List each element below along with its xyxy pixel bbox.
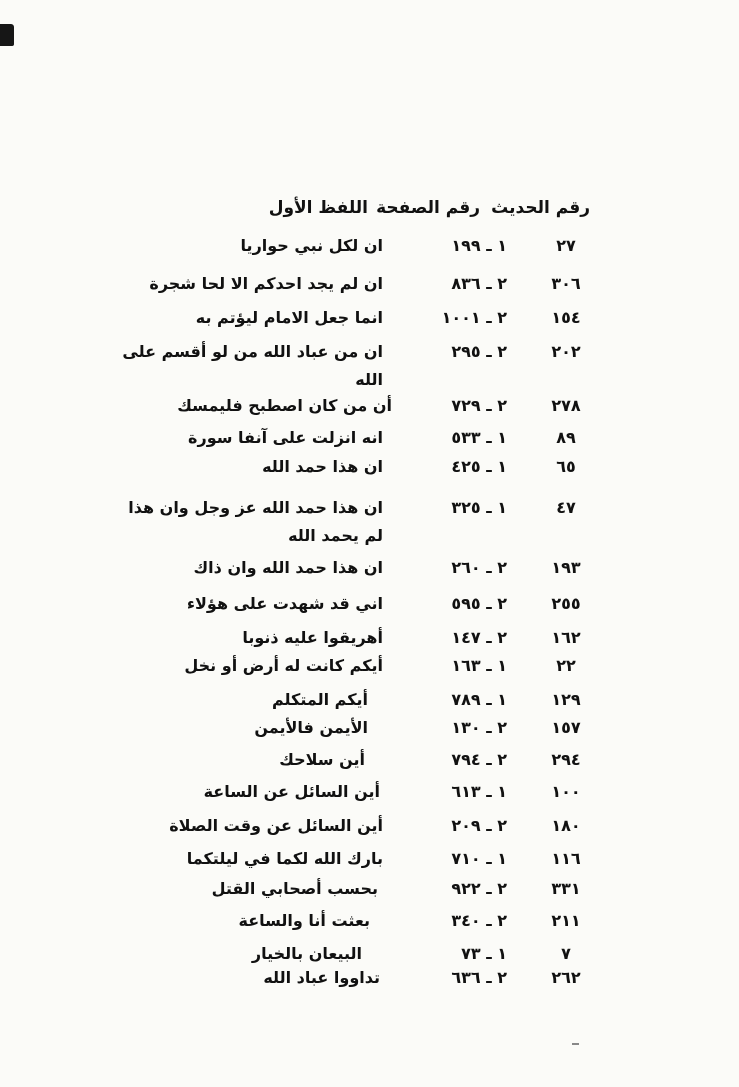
- hadith-number: ١٥٤: [551, 308, 581, 327]
- page-reference: ١ ـ ١٩٩: [451, 236, 507, 255]
- hadith-number: ٢٧٨: [551, 396, 581, 415]
- table-row: [0, 557, 739, 581]
- table-row: [0, 395, 739, 419]
- scan-mark: [0, 24, 14, 46]
- table-row: [0, 307, 739, 331]
- first-words: تداووا عباد الله: [263, 968, 380, 987]
- first-words: أين السائل عن وقت الصلاة: [169, 816, 383, 835]
- hadith-number: ١١٦: [551, 849, 581, 868]
- hadith-number: ٢٩٤: [551, 750, 581, 769]
- header-page-number: رقم الصفحة: [376, 198, 480, 218]
- first-words: أيكم كانت له أرض أو نخل: [184, 656, 383, 675]
- table-row: [0, 456, 739, 480]
- table-row: [0, 848, 739, 872]
- first-words: انه انزلت على آنفا سورة: [188, 428, 383, 447]
- hadith-number: ٣٣١: [551, 879, 581, 898]
- first-words: أين السائل عن الساعة: [203, 782, 380, 801]
- hadith-number: ٤٧: [556, 498, 576, 517]
- page-reference: ٢ ـ ٢٦٠: [451, 558, 507, 577]
- first-words: ان لم يجد احدكم الا لحا شجرة: [149, 274, 383, 293]
- page-reference: ٢ ـ ١٣٠: [451, 718, 507, 737]
- page-reference: ٢ ـ ١٠٠١: [441, 308, 507, 327]
- table-row: [0, 593, 739, 617]
- header-first-words: اللفظ الأول: [268, 198, 368, 218]
- page-reference: ١ ـ ٣٢٥: [451, 498, 507, 517]
- first-words: الأيمن فالأيمن: [254, 718, 368, 737]
- hadith-number: ٢٢: [556, 656, 576, 675]
- first-words: أيكم المتكلم: [271, 690, 368, 709]
- page-reference: ٢ ـ ٧٩٤: [451, 750, 507, 769]
- first-words: ان هذا حمد الله عز وجل وان هذا: [128, 498, 383, 517]
- table-row: [0, 781, 739, 805]
- hadith-number: ٢٧: [556, 236, 576, 255]
- page-reference: ١ ـ ٧١٠: [451, 849, 507, 868]
- table-row: [0, 749, 739, 773]
- hadith-number: ١٩٣: [551, 558, 581, 577]
- table-row: [0, 341, 739, 389]
- hadith-number: ١٥٧: [551, 718, 581, 737]
- page-reference: ١ ـ ٤٢٥: [451, 457, 507, 476]
- hadith-number: ٣٠٦: [551, 274, 581, 293]
- page-reference: ٢ ـ ٥٩٥: [451, 594, 507, 613]
- table-row: [0, 655, 739, 679]
- first-words: ان هذا حمد الله: [262, 457, 383, 476]
- page-reference: ٢ ـ ٢٩٥: [451, 342, 507, 361]
- hadith-number: ٨٩: [556, 428, 576, 447]
- page-reference: ٢ ـ ٨٣٦: [451, 274, 507, 293]
- table-row: [0, 967, 739, 991]
- page-reference: ١ ـ ٧٣: [461, 944, 507, 963]
- table-row: [0, 910, 739, 934]
- page-reference: ٢ ـ ٦٣٦: [451, 968, 507, 987]
- page-reference: ٢ ـ ٣٤٠: [451, 911, 507, 930]
- hadith-number: ٢٦٢: [551, 968, 581, 987]
- page-reference: ٢ ـ ٢٠٩: [451, 816, 507, 835]
- hadith-number: ١٠٠: [551, 782, 581, 801]
- table-row: [0, 717, 739, 741]
- hadith-number: ١٦٢: [551, 628, 581, 647]
- page-reference: ٢ ـ ١٤٧: [451, 628, 507, 647]
- page-reference: ١ ـ ٧٨٩: [451, 690, 507, 709]
- hadith-number: ٢٥٥: [551, 594, 581, 613]
- table-row: [0, 627, 739, 651]
- table-row: [0, 497, 739, 545]
- first-words: ان لكل نبي حواريا: [240, 236, 383, 255]
- page-reference: ٢ ـ ٧٢٩: [451, 396, 507, 415]
- table-row: [0, 878, 739, 902]
- table-row: [0, 815, 739, 839]
- hadith-number: ١٢٩: [551, 690, 581, 709]
- hadith-number: ٧: [561, 944, 571, 963]
- scan-dash-mark: [572, 1043, 579, 1045]
- table-row: [0, 273, 739, 297]
- hadith-number: ٢١١: [551, 911, 581, 930]
- first-words-continued: الله: [355, 370, 383, 389]
- first-words: أين سلاحك: [279, 750, 365, 769]
- table-row: [0, 235, 739, 259]
- first-words: بعثت أنا والساعة: [238, 911, 370, 930]
- first-words: اني قد شهدت على هؤلاء: [186, 594, 383, 613]
- first-words: أهريقوا عليه ذنوبا: [242, 628, 383, 647]
- first-words: ان هذا حمد الله وان ذاك: [193, 558, 383, 577]
- page-reference: ١ ـ ١٦٣: [451, 656, 507, 675]
- hadith-number: ٢٠٢: [551, 342, 581, 361]
- first-words: أن من كان اصطبح فليمسك: [177, 396, 392, 415]
- first-words: انما جعل الامام ليؤتم به: [195, 308, 383, 327]
- header-hadith-number: رقم الحديث: [491, 198, 590, 218]
- first-words: بارك الله لكما في ليلتكما: [186, 849, 383, 868]
- table-row: [0, 427, 739, 451]
- first-words: ان من عباد الله من لو أقسم على: [122, 342, 383, 361]
- page-reference: ١ ـ ٦١٣: [451, 782, 507, 801]
- table-row: [0, 943, 739, 967]
- table-row: [0, 689, 739, 713]
- hadith-number: ٦٥: [556, 457, 576, 476]
- first-words-continued: لم يحمد الله: [288, 526, 383, 545]
- page-reference: ١ ـ ٥٣٣: [451, 428, 507, 447]
- page-reference: ٢ ـ ٩٢٢: [451, 879, 507, 898]
- hadith-number: ١٨٠: [551, 816, 581, 835]
- first-words: البيعان بالخيار: [251, 944, 362, 963]
- first-words: بحسب أصحابي القتل: [211, 879, 378, 898]
- table-header: [0, 197, 739, 221]
